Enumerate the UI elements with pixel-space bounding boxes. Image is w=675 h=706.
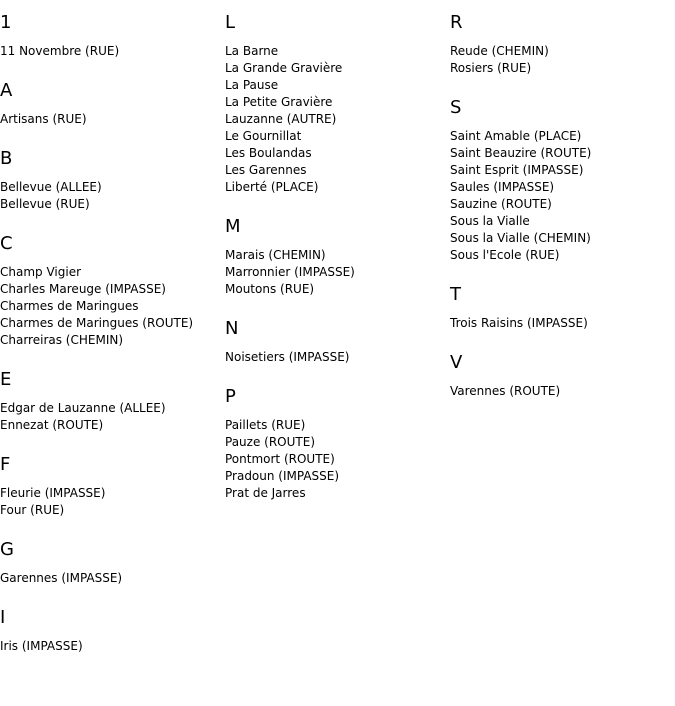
letter-group (0, 233, 222, 349)
street-name: Les Boulandas (225, 146, 312, 160)
street-list (450, 128, 672, 264)
letter-group (450, 284, 672, 332)
street-name: Charmes de Maringues (ROUTE) (0, 316, 194, 330)
index-column-3 (450, 0, 672, 400)
street-list (0, 638, 222, 655)
street-list (225, 43, 447, 196)
street-name: Ennezat (ROUTE) (0, 418, 104, 432)
street-name: Reude (CHEMIN) (450, 44, 549, 58)
group-letter-heading: L (225, 12, 236, 33)
street-name: Pontmort (ROUTE) (225, 452, 335, 466)
group-letter-heading: A (0, 80, 13, 101)
group-letter-heading: T (450, 284, 461, 305)
street-name: Marronnier (IMPASSE) (225, 265, 355, 279)
street-name: La Pause (225, 78, 279, 92)
letter-group (0, 80, 222, 128)
group-letter-heading: G (0, 539, 14, 560)
street-name: Sous la Vialle (450, 214, 530, 228)
letter-group (0, 607, 222, 655)
street-name: Rosiers (RUE) (450, 61, 532, 75)
letter-group (0, 12, 222, 60)
street-name: Fleurie (IMPASSE) (0, 486, 106, 500)
group-letter-heading: M (225, 216, 241, 237)
street-name: Garennes (IMPASSE) (0, 571, 123, 585)
group-letter-heading: C (0, 233, 13, 254)
group-letter-heading: F (0, 454, 11, 475)
street-list (0, 264, 222, 349)
street-name: La Barne (225, 44, 279, 58)
group-letter-heading: B (0, 148, 13, 169)
street-name: Noisetiers (IMPASSE) (225, 350, 350, 364)
letter-group (450, 12, 672, 77)
street-list (0, 485, 222, 519)
street-list (0, 111, 222, 128)
letter-group (450, 352, 672, 400)
group-letter-heading: I (0, 607, 6, 628)
street-name: Sous l'Ecole (RUE) (450, 248, 560, 262)
street-name: Varennes (ROUTE) (450, 384, 561, 398)
street-list (450, 383, 672, 400)
street-name: Artisans (RUE) (0, 112, 87, 126)
street-name: Le Gournillat (225, 129, 302, 143)
street-name: Moutons (RUE) (225, 282, 315, 296)
street-name: Liberté (PLACE) (225, 180, 319, 194)
group-letter-heading: P (225, 386, 236, 407)
street-list (0, 179, 222, 213)
letter-group (0, 148, 222, 213)
street-name: Bellevue (RUE) (0, 197, 90, 211)
street-list (450, 315, 672, 332)
street-list (225, 247, 447, 298)
street-name: Sauzine (ROUTE) (450, 197, 552, 211)
street-list (0, 43, 222, 60)
street-name: Prat de Jarres (225, 486, 306, 500)
street-name: Trois Raisins (IMPASSE) (450, 316, 588, 330)
letter-group (225, 216, 447, 298)
street-name: Iris (IMPASSE) (0, 639, 83, 653)
letter-group (225, 386, 447, 502)
index-column-1 (0, 0, 222, 655)
street-name: Pradoun (IMPASSE) (225, 469, 340, 483)
group-letter-heading: 1 (0, 12, 12, 33)
street-name: Edgar de Lauzanne (ALLEE) (0, 401, 166, 415)
street-name: Saules (IMPASSE) (450, 180, 555, 194)
street-name: Saint Beauzire (ROUTE) (450, 146, 592, 160)
group-letter-heading: S (450, 97, 462, 118)
street-name: Pauze (ROUTE) (225, 435, 315, 449)
street-name: La Petite Gravière (225, 95, 333, 109)
street-name: Sous la Vialle (CHEMIN) (450, 231, 591, 245)
street-list (225, 417, 447, 502)
group-letter-heading: N (225, 318, 239, 339)
group-letter-heading: E (0, 369, 12, 390)
letter-group (450, 97, 672, 264)
street-name: 11 Novembre (RUE) (0, 44, 120, 58)
letter-group (0, 539, 222, 587)
street-name: Saint Esprit (IMPASSE) (450, 163, 584, 177)
street-name: Four (RUE) (0, 503, 65, 517)
street-list (450, 43, 672, 77)
street-name: Les Garennes (225, 163, 307, 177)
street-list (0, 570, 222, 587)
letter-group (225, 12, 447, 196)
street-name: Charmes de Maringues (0, 299, 139, 313)
street-name: Charles Mareuge (IMPASSE) (0, 282, 166, 296)
letter-group (0, 369, 222, 434)
street-name: Charreiras (CHEMIN) (0, 333, 124, 347)
street-name: Champ Vigier (0, 265, 82, 279)
index-column-2 (225, 0, 447, 502)
group-letter-heading: R (450, 12, 463, 33)
letter-group (0, 454, 222, 519)
street-name: Paillets (RUE) (225, 418, 306, 432)
street-list (0, 400, 222, 434)
street-name: Marais (CHEMIN) (225, 248, 326, 262)
letter-group (225, 318, 447, 366)
street-list (225, 349, 447, 366)
street-name: Lauzanne (AUTRE) (225, 112, 337, 126)
street-name: Bellevue (ALLEE) (0, 180, 102, 194)
group-letter-heading: V (450, 352, 463, 373)
street-name: Saint Amable (PLACE) (450, 129, 582, 143)
street-name: La Grande Gravière (225, 61, 343, 75)
